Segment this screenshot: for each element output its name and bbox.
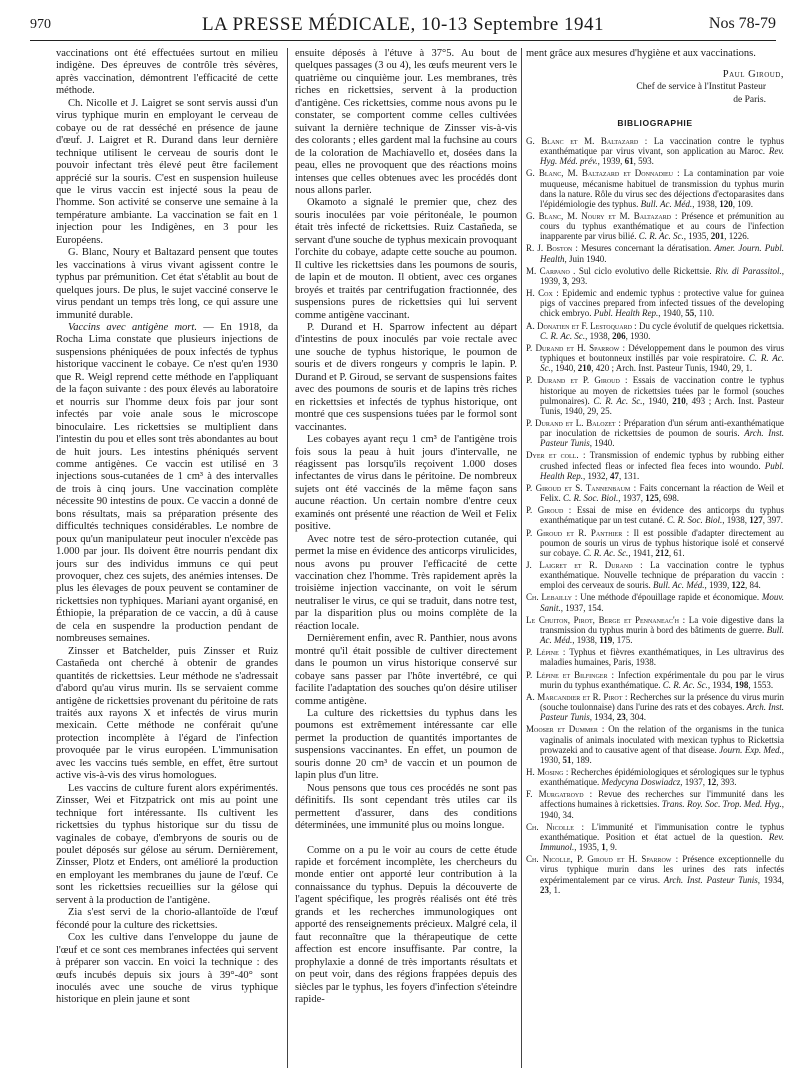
- reference-volume: 125: [645, 493, 659, 504]
- reference-volume: 61: [624, 156, 634, 167]
- author-role: de Paris.: [733, 95, 766, 106]
- reference-authors: Ch. Nicolle, P. Giroud et H. Sparrow: [526, 854, 672, 865]
- reference-source: C. R. Ac. Sc.: [540, 330, 586, 341]
- section-lead: Vaccins avec antigène mort.: [68, 321, 197, 333]
- reference-list: [526, 136, 784, 895]
- paragraph-text: vaccinations ont été effectuées surtout en milieu indigène. Des épreuves de contrôle très sévères, après vaccination, démontrent l'efficacité de cette méthode.: [56, 48, 278, 97]
- reference-item: [526, 243, 784, 263]
- paragraph-text: Nous pensons que tous ces procédés ne sont pas définitifs. Ils sont cependant très utiles car ils permettent d'assurer, dans des conditions déterminées, une immunité plus ou moins longue.: [295, 782, 517, 832]
- reference-volume: 210: [672, 395, 686, 406]
- reference-year: , 1940,: [642, 395, 673, 406]
- paragraph: [295, 48, 517, 197]
- reference-source: C. R. Ac. Sc.: [540, 353, 784, 374]
- reference-pages: , 9.: [605, 842, 617, 853]
- paragraph: [56, 932, 278, 1007]
- reference-source: Riv. di Parassitol.: [715, 265, 782, 276]
- paragraph-text: Ch. Nicolle et J. Laigret se sont servis aussi d'un virus typhique murin en employant le cerveau de cobaye ou de rat desséché en présence de jaune d'œuf. J. Laigret et R. Durand dans leur dernière technique utilisent le cerveau de souris dont le pouvoir infectant très élevé peut être facilement apprécié sur la souris. C'est en suspension huileuse que le virus vaccin est injecté sous la peau de l'homme. Son activité se conserve une semaine à la température ambiante. La vaccination se fait en 1 injection pour les Indigènes, en 3 pour les Européens.: [56, 97, 278, 246]
- reference-item: [526, 343, 784, 373]
- paragraph: [295, 633, 517, 708]
- reference-authors: P. Giroud et R. Panthier: [526, 527, 623, 538]
- text-column-1: [56, 48, 278, 1076]
- reference-year: , 1940, 34.: [540, 799, 784, 820]
- issue-number: Nos 78-79: [708, 15, 776, 32]
- reference-source: Rev. Immunol.: [540, 831, 784, 853]
- reference-year: , Juin 1940.: [564, 253, 607, 264]
- reference-volume: 120: [719, 198, 733, 209]
- paragraph-text: G. Blanc, Noury et Baltazard pensent que toutes les vaccinations à virus vivant agissent contre le typhus par prémunition. Cet état s'établit au bout de quelques jours. De plus, le sujet vacciné conserve le virus pendant un temps très long, ce qui assure une immunité durable.: [56, 247, 278, 321]
- reference-volume: 198: [734, 679, 749, 690]
- reference-item: [526, 136, 784, 166]
- paragraph-text: La culture des rickettsies du typhus dans les poumons est extrêmement intéressante car elle permet la production de quantités importantes de suspensions vaccinantes. En effet, un poumon de souris donne 20 cm³ de vaccin et un poumon de lapin plus d'un litre.: [295, 708, 517, 782]
- reference-year: , 1934,: [757, 874, 784, 885]
- reference-year: , 1937, 154.: [560, 602, 604, 613]
- reference-year: , 1938,: [722, 515, 750, 526]
- reference-item: [526, 266, 784, 286]
- column-rule: [521, 48, 522, 1068]
- reference-title: : On the relation of the organisms in the tunica vaginalis of animals inoculated with mexican typhus to Rickettsia prowazeki and to causative agent of that disease.: [540, 724, 784, 755]
- reference-pages: , 1930.: [625, 330, 651, 341]
- reference-title: : La voie digestive dans la transmission du typhus murin à bord des bâtiments de guerre.: [540, 614, 784, 635]
- text-column-3: [526, 48, 784, 1076]
- paragraph-text: Okamoto a signalé le premier que, chez des souris inoculées par voie péritonéale, le poumon était très infecté de rickettsies. Ruiz Castañeda, se servant d'une souche de typhus mexicain provoquant l'orchite du cobaye, adapte cette souche au poumon. Il cultive les rickettsies dans les poumons de souris, de lapin et de mouton. Il obtient, avec ces organes broyés et traités par centrifugation fractionnée, des suspensions pures de rickettsies qui lui servent comme antigène vaccinant.: [295, 197, 517, 321]
- reference-title: : Revue des recherches sur l'immunité dans les affections humaines à rickettsies.: [540, 789, 784, 810]
- paragraph: [56, 98, 278, 247]
- reference-authors: A. Marcandier et R. Pirot: [526, 691, 623, 702]
- author-name: Paul Giroud,: [722, 69, 784, 81]
- reference-pages: , 84.: [745, 580, 761, 591]
- reference-pages: , 593.: [633, 156, 654, 167]
- reference-item: [526, 450, 784, 480]
- reference-year: , 1938,: [692, 198, 720, 209]
- paragraph-text: — En 1918, da Rocha Lima constate que plusieurs injections de suspensions phéniquées de poux infectés de typhus historique vaccinent le cobaye. Ce n'est qu'en 1930 que R. Weigl reprend cette méthode en l'appliquant de la façon suivante : des poux élevés au laboratoire et nourris sur l'homme deux fois par jour sont infectés par voie anale sous le microscope binoculaire. Les rickettsies se multiplient dans l'intestin du pou et elles sont très abondantes au bout de huit jours. Les intestins phéniqués servent comme antigènes. Ce vaccin est utilisé en 3 injections sous-cutanées de 1 cm³ à des intervalles de trois à cinq jours. Une vaccination complète nécessite 90 intestins de poux. Ce vaccin a donné de bons résultats, mais sa préparation présente des difficultés techniques considérables. Le nombre de poux qu'un manipulateur peut inoculer n'excède pas 1.000 par jour. Ils doivent être nourris pendant dix jours sur des individus immuns ce qui peut provoquer, chez ces sujets, des anémies intenses. De plus les élevages de poux peuvent se contaminer de rickettsies non typhiques. Mariani ayant organisé, en Éthiopie, la préparation de ce vaccin, a dû à cause de cela en suspendre la production pendant de nombreuses semaines.: [56, 321, 278, 645]
- reference-year: , 1939,: [597, 156, 625, 167]
- reference-pages: , 393.: [716, 777, 737, 788]
- reference-title: : La vaccination contre le typhus exanthématique. Nouvelle technique de préparation du vaccin : emploi des cerveaux de souris.: [540, 560, 784, 591]
- reference-title: : Recherches épidémiologiques et sérologiques sur le typhus exanthématique.: [540, 766, 784, 788]
- reference-year: , 1935,: [574, 842, 602, 853]
- reference-item: [526, 789, 784, 819]
- reference-volume: 210: [577, 363, 592, 374]
- reference-item: [526, 822, 784, 852]
- reference-authors: H. Mosing: [526, 766, 564, 777]
- reference-volume: 206: [612, 330, 626, 341]
- paragraph: [295, 197, 517, 322]
- paragraph-text: P. Durand et H. Sparrow infectent au départ d'intestins de poux inoculés par voie rectale avec une souche de typhus historique, le poumon de souris et de divers rongeurs y compris le lapin. P. Durand et P. Giroud, se servant de suspensions faites avec des poumons de souris et de lapins très riches en rickettsies et infectés de typhus historique, ont montré que ces suspensions tuées par le formol sont vaccinantes.: [295, 321, 517, 433]
- reference-item: [526, 615, 784, 645]
- reference-authors: G. Blanc et M. Baltazard: [526, 135, 639, 146]
- reference-pages: , 109.: [732, 198, 753, 209]
- reference-volume: 12: [707, 777, 717, 788]
- reference-item: [526, 560, 784, 590]
- paragraph-text: Avec notre test de séro-protection cutanée, qui permet la mise en évidence des anticorps virulicides, nous avons pu prouver l'efficacité de cette vaccination chez l'homme. Très rapidement après la troisième injection vaccinante, on voit le sérum neutraliser le virus, ce qui se traduit, dans notre test, par la disparition plus ou moins complète de la réaction locale.: [295, 533, 517, 632]
- reference-source: Arch. Inst. Pasteur Tunis: [663, 874, 758, 885]
- bibliography-heading: BIBLIOGRAPHIE: [617, 118, 693, 129]
- reference-authors: M. Carpano: [526, 265, 570, 276]
- reference-volume: 51: [562, 754, 572, 765]
- reference-source: Bull. Ac. Méd.: [540, 624, 784, 646]
- reference-title: : Développement dans le poumon des virus typhiques et boutonneux instillés par voie respiratoire.: [540, 342, 784, 364]
- paragraph-text: Les cobayes ayant reçu 1 cm³ de l'antigène trois fois sous la peau à huit jours d'intervalle, ne réagissent pas lorsqu'ils reçoivent 1.000 doses infectantes de virus dans le péritoine. De nombreux sujets ont été vaccinés de la même façon sans aucune réaction. Un certain nombre d'entre ceux examinés ont présenté une réaction de Weil et Felix positive.: [295, 434, 517, 533]
- reference-authors: P. Durand et P. Giroud: [526, 375, 620, 386]
- reference-year: , 1934,: [707, 679, 735, 690]
- reference-volume: 119: [599, 635, 613, 646]
- reference-authors: G. Blanc, M. Baltazard et Donnadieu: [526, 168, 673, 179]
- reference-pages: , 304.: [625, 712, 647, 723]
- reference-authors: P. Giroud: [526, 505, 564, 516]
- reference-authors: P. Durand et L. Balozet: [526, 417, 616, 428]
- paragraph: [56, 783, 278, 908]
- reference-year: , 1932,: [583, 470, 610, 481]
- paragraph: [56, 322, 278, 646]
- paragraph-text: Zinsser et Batchelder, puis Zinsser et Ruiz Castañeda ont cherché à obtenir de grandes quantités de rickettsies. Leur méthode ne s'adressait d'abord qu'au virus murin. Ils se servaient comme antigène de rickettsies provenant du péritoine de rats traités aux rayons X et infectés de virus murin mexicain. Cette méthode ne conférait qu'une protection incomplète à l'égard de l'infection provoquée par le virus européen. L'immunisation avec les vaccins tués semble, en effet, être surtout active vis-à-vis des virus homologues.: [56, 645, 278, 782]
- reference-title: : La vaccination contre le typhus exanthématique par virus vivant, son application au Maroc.: [540, 135, 784, 157]
- reference-authors: P. Lépine: [526, 647, 559, 658]
- reference-item: [526, 483, 784, 503]
- author-signature: [526, 68, 784, 107]
- paragraph: ment grâce aux mesures d'hygiène et aux vaccinations.: [526, 48, 756, 59]
- reference-volume: 3: [562, 275, 567, 286]
- reference-source: Journ. Exp. Med.: [719, 744, 782, 755]
- reference-pages: , 189.: [571, 754, 592, 765]
- reference-year: , 1930,: [540, 744, 784, 765]
- paragraph-text: Cox les cultive dans l'enveloppe du jaune de l'œuf et ce sont ces membranes infectées qui servent à préparer son vaccin. En voici la technique : des œufs incubés depuis six jours à 39°-40° sont inoculés avec une souche de virus typhique historique en plein jaune et sont: [56, 932, 278, 1006]
- reference-source: Amer. Journ. Publ. Health: [540, 243, 784, 264]
- paragraph: [56, 646, 278, 783]
- reference-source: C. R. Soc. Biol.: [666, 515, 723, 526]
- reference-source: C. R. Ac. Sc.: [662, 679, 708, 690]
- reference-item: [526, 854, 784, 895]
- reference-item: [526, 692, 784, 722]
- paragraph: [56, 48, 278, 98]
- paragraph: [56, 907, 278, 932]
- reference-authors: P. Giroud et S. Tannenbaum: [526, 482, 631, 493]
- reference-title: : Faits concernant la réaction de Weil et Felix.: [540, 482, 784, 504]
- reference-volume: 127: [749, 515, 763, 526]
- reference-item: [526, 767, 784, 787]
- reference-authors: Ch. Nicolle: [526, 821, 574, 832]
- reference-title: : Mesures concernant la dératisation.: [572, 243, 715, 254]
- reference-year: , 1940,: [658, 308, 686, 319]
- reference-source: C. R. Ac. Sc.: [593, 395, 643, 406]
- reference-pages: , 1553.: [748, 679, 774, 690]
- reference-title: : Une méthode d'épouillage rapide et économique.: [571, 592, 762, 603]
- reference-title: : Du cycle évolutif de quelques rickettsia.: [631, 320, 784, 331]
- reference-authors: Ch. Lebailly: [526, 592, 572, 603]
- reference-year: , 1939,: [540, 265, 784, 286]
- reference-year: , 1940.: [589, 438, 615, 449]
- reference-pages: , 131.: [619, 470, 640, 481]
- reference-title: : Il est possible d'adapter directement au poumon de souris un virus de typhus historique isolé et conservé sur cobaye.: [540, 527, 784, 558]
- paragraph: [295, 783, 517, 833]
- reference-source: C. R. Soc. Biol.: [563, 493, 619, 504]
- paragraph-text: Comme on a pu le voir au cours de cette étude rapide et forcément incomplète, les chercheurs du monde entier ont apporté leur contribution à la connaissance du typhus. Depuis la découverte de l'agent spécifique, les progrès réalisés ont été très grands et les recherches immunologiques ont apporté des renseignements précieux. Malgré cela, il faut reconnaître que la thérapeutique de cette affection est encore insuffisante. Par contre, la prophylaxie a donné de très importants résultats et on peut voir, dans des régions frappées depuis des siècles par le typhus, les foyers d'infection s'éteindre rapide-: [295, 844, 517, 1005]
- reference-year: , 1934,: [589, 712, 617, 723]
- reference-pages: , 293.: [567, 275, 588, 286]
- reference-title: : Essai de mise en évidence des anticorps du typhus exanthématique par un test cutané.: [540, 505, 784, 526]
- reference-source: Mouv. Sanit.: [540, 592, 784, 613]
- reference-source: Publ. Health Rep.: [540, 460, 784, 481]
- reference-item: [526, 321, 784, 341]
- reference-volume: 23: [616, 712, 626, 723]
- reference-authors: Mooser et Dummer: [526, 724, 598, 735]
- reference-item: [526, 670, 784, 690]
- reference-title: : Préparation d'un sérum anti-exanthématique par inoculation de rickettsies de poumon de souris.: [540, 417, 784, 439]
- paragraph-text: Dernièrement enfin, avec R. Panthier, nous avons montré qu'il était possible de cultiver directement dans le poumon un virus historique conservé sur cobaye sans passer par l'hôte invertébré, ce qui facilite l'adaptation des souches qu'on désire utiliser comme antigène.: [295, 633, 517, 707]
- reference-authors: R. J. Boston: [526, 243, 573, 254]
- reference-source: C. R. Ac. Sc.: [638, 231, 684, 242]
- text-column-2: [295, 48, 517, 1076]
- reference-pages: , 175.: [612, 635, 633, 646]
- reference-title: : Essais de vaccination contre le typhus historique au moyen de rickettsies tuées par le formol (souches pulmonaires).: [540, 375, 784, 406]
- reference-volume: 201: [710, 231, 725, 242]
- reference-pages: , 61.: [668, 547, 685, 558]
- reference-authors: F. Murgatroyd: [526, 789, 584, 800]
- reference-authors: Dyer et coll.: [526, 450, 579, 461]
- reference-item: [526, 418, 784, 448]
- author-role: Chef de service à l'Institut Pasteur: [636, 82, 766, 93]
- paragraph: [295, 708, 517, 783]
- reference-year: , 1938,: [585, 330, 613, 341]
- column-rule: [287, 48, 288, 1068]
- reference-year: , 1937,: [680, 777, 708, 788]
- reference-source: Bull. Ac. Méd.: [652, 580, 705, 591]
- reference-authors: P. Lépine et Bilfinger: [526, 669, 608, 680]
- paragraph-text: ensuite déposés à l'étuve à 37°5. Au bout de quelques passages (3 ou 4), les œufs meurent vers le quatrième ou cinquième jour. Les membranes, très riches en rickettsies, servent à la production d'antigène. Ces rickettsies, comme nous avons pu le constater, se comportent comme celles cultivées suivant la dernière technique de Zinsser vis-à-vis des colorants ; elles gardent mal la fuchsine au cours de la coloration de Machiavello et, dosées dans la peau, elles ne provoquent que des réactions moins intenses que celles obtenues avec les procédés dont nous allons parler.: [295, 48, 517, 196]
- reference-pages: , 110.: [694, 308, 715, 319]
- reference-pages: , 1.: [549, 884, 561, 895]
- reference-authors: Le Chuiton, Pirot, Berge et Pennaneac'h: [526, 614, 679, 625]
- reference-authors: A. Donatien et F. Lestoquard: [526, 320, 632, 331]
- paragraph: [295, 534, 517, 634]
- reference-volume: 55: [685, 308, 695, 319]
- reference-title: : Transmission of endemic typhus by rubbing either crushed infected fleas or infected flea feces into woundo.: [540, 450, 784, 471]
- reference-year: , 1940,: [550, 363, 578, 374]
- reference-title: : Typhus et fièvres exanthématiques, in Les ultravirus des maladies humaines, Paris, 1938.: [540, 647, 784, 668]
- reference-pages: , 397.: [762, 515, 783, 526]
- reference-volume: 23: [540, 884, 549, 895]
- reference-year: , 1939,: [704, 580, 732, 591]
- reference-title: : Infection expérimentale du pou par le virus murin du typhus exanthématique.: [540, 669, 784, 690]
- reference-item: [526, 168, 784, 209]
- paragraph-text: Zia s'est servi de la chorio-allantoïde de l'œuf fécondé pour la culture des rickettsies.: [56, 907, 278, 931]
- reference-pages: , 420 ; Arch. Inst. Pasteur Tunis, 1940, 29, 1.: [591, 363, 753, 374]
- reference-authors: H. Cox: [526, 288, 553, 299]
- reference-item: [526, 724, 784, 765]
- reference-item: [526, 375, 784, 416]
- reference-year: , 1935,: [683, 231, 711, 242]
- paragraph: [295, 845, 517, 1007]
- page-number: 970: [30, 17, 51, 32]
- reference-item: [526, 592, 784, 612]
- reference-title: : Epidemic and endemic typhus : protective value for guinea pigs of vaccines prepared from infected tissues of the developing chick embryo.: [540, 288, 784, 319]
- reference-item: [526, 288, 784, 318]
- reference-source: C. R. Ac. Sc.: [583, 547, 629, 558]
- reference-pages: , 493 ; Arch. Inst. Pasteur Tunis, 1940, 29, 25.: [540, 395, 784, 416]
- reference-authors: J. Laigret et R. Durand: [526, 560, 633, 570]
- reference-item: [526, 505, 784, 525]
- paragraph: [295, 322, 517, 434]
- reference-source: Trans. Roy. Soc. Trop. Med. Hyg.: [661, 799, 782, 810]
- reference-year: , 1941,: [628, 547, 656, 558]
- reference-source: Medycyna Doswiadcz: [601, 777, 681, 788]
- reference-source: Rev. Hyg. Méd. prév.: [540, 146, 784, 167]
- reference-volume: 1: [601, 842, 606, 853]
- reference-volume: 47: [610, 470, 619, 481]
- reference-authors: G. Blanc, M. Noury et M. Baltazard: [526, 211, 672, 221]
- reference-source: Arch. Inst. Pasteur Tunis: [540, 702, 784, 723]
- paragraph-text: Les vaccins de culture furent alors expérimentés. Zinsser, Wei et Fitzpatrick ont mis au point une technique fort intéressante. Ils cultivent les rickettsies du typhus historique sur du tissu de vaginales de cobaye, d'embryons de souris ou de poulet déposés sur gélose au sérum. Dernièrement, Zinsser, Plotz et Enders, ont amélioré la production en employant les membranes du jaune de l'œuf. Ce sont les rickettsies recueillies sur la gélose qui servent à la production de l'antigène.: [56, 782, 278, 906]
- reference-volume: 212: [655, 547, 669, 558]
- reference-pages: , 698.: [658, 493, 680, 504]
- reference-title: . Sul ciclo evolutivo delle Rickettsie.: [569, 265, 716, 276]
- reference-title: : L'immunité et l'immunisation contre le typhus exanthématique. Position et état actuel de la question.: [540, 821, 784, 842]
- paragraph: [56, 247, 278, 322]
- reference-item: [526, 528, 784, 558]
- journal-title: LA PRESSE MÉDICALE, 10-13 Septembre 1941: [201, 14, 605, 35]
- reference-title: : Présence et prémunition au cours du typhus exanthématique et au cours de l'infection inapparente par virus bilié.: [540, 211, 784, 242]
- reference-source: Bull. Ac. Méd.: [640, 198, 693, 209]
- reference-source: Publ. Health Rep.: [593, 308, 659, 319]
- reference-year: , 1937,: [618, 493, 646, 504]
- reference-title: : La contamination par voie muqueuse, mécanisme habituel de transmission du typhus murin dans la nature. Rôle du virus sec des déjections d'ectoparasites dans l'épidémiologie des typhus.: [540, 168, 784, 209]
- reference-item: [526, 647, 784, 667]
- reference-title: : Recherches sur la présence du virus murin (souche toulonnaise) dans l'urine des rats et des cobayes.: [540, 691, 784, 713]
- running-header: [30, 14, 776, 41]
- reference-item: [526, 211, 784, 241]
- reference-volume: 122: [731, 580, 746, 591]
- reference-authors: P. Durand et H. Sparrow: [526, 342, 620, 353]
- reference-pages: , 1226.: [724, 231, 750, 242]
- paragraph: [295, 434, 517, 534]
- reference-title: : Présence exceptionnelle du virus typhique murin dans les urines des rats infectés expérimentalement par ce virus.: [540, 854, 784, 885]
- reference-source: Arch. Inst. Pasteur Tunis: [540, 428, 784, 449]
- reference-year: , 1938,: [572, 635, 600, 646]
